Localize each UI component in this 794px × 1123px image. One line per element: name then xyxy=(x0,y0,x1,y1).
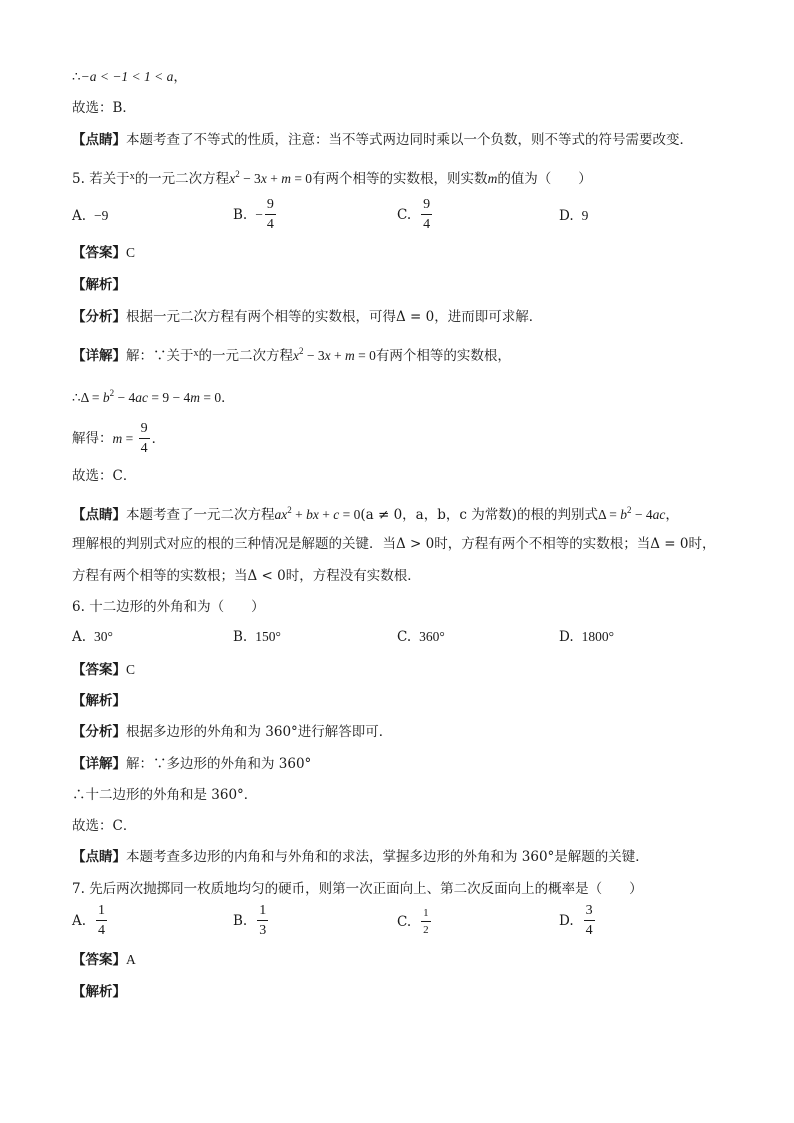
q6-fenxi xyxy=(72,722,392,742)
inequality-math: −a < −1 < 1 < a xyxy=(80,69,174,84)
q5-option-d xyxy=(559,208,588,224)
denominator: 4 xyxy=(585,923,593,938)
numerator: 1 xyxy=(96,904,107,921)
option-label: C. xyxy=(397,629,412,645)
detail-text: 有两个相等的实数根， xyxy=(375,348,511,364)
fenxi-tag: 【分析】 xyxy=(72,309,126,325)
point-text: 本题考查了一元二次方程 xyxy=(126,507,275,523)
answer-value: C xyxy=(126,245,136,260)
answer-tag: 【答案】 xyxy=(72,952,126,968)
q6-analysis-tag xyxy=(72,691,126,711)
option-value: 30° xyxy=(94,629,113,644)
detail-text: 解：∵关于 xyxy=(126,348,194,364)
q7-answer xyxy=(72,950,136,970)
question-number: 7. xyxy=(72,881,85,897)
numerator: 1 xyxy=(257,904,268,921)
detail-text: 解：∵多边形的外角和为 360° xyxy=(126,756,312,772)
q5-option-a xyxy=(72,208,108,224)
answer-tag: 【答案】 xyxy=(72,245,126,261)
q6-choice: 故选：C． xyxy=(72,818,137,834)
discriminant-formula: $\Delta = b^2 - 4ac$ xyxy=(597,505,666,522)
detail-tag: 【详解】 xyxy=(72,348,126,364)
option-label: D. xyxy=(559,913,574,929)
question-number: 5. xyxy=(72,171,85,187)
option-label: C. xyxy=(397,207,412,223)
q7-stem xyxy=(72,879,643,899)
option-value: 1800° xyxy=(581,629,615,644)
q6-option-c xyxy=(397,629,445,645)
numerator: 3 xyxy=(584,904,595,921)
q5-point-line3: 方程有两个相等的实数根；当Δ < 0时，方程没有实数根． xyxy=(72,568,421,584)
detail-tag: 【详解】 xyxy=(72,756,126,772)
q5-fenxi xyxy=(72,307,542,327)
comment-tag: 【点睛】 xyxy=(72,132,126,148)
q6-option-d xyxy=(559,629,614,645)
fraction xyxy=(139,422,150,456)
point-tag: 【点睛】 xyxy=(72,849,126,865)
comment-text: 本题考查了不等式的性质，注意：当不等式两边同时乘以一个负数，则不等式的符号需要改变． xyxy=(126,132,693,148)
point-text: (a ≠ 0，a，b，c 为常数)的根的判别式 xyxy=(360,507,598,523)
q5-solution-step: 解得：m = $\frac{9}{4}$ ． xyxy=(72,421,166,456)
q6-detail xyxy=(72,754,311,774)
detail-text: 的一元二次方程 xyxy=(198,348,293,364)
q7-option-b xyxy=(233,904,270,938)
stem-text: 若关于 xyxy=(89,171,130,187)
q6-point xyxy=(72,847,649,867)
answer-tag: 【答案】 xyxy=(72,662,126,678)
question-number: 6. xyxy=(72,599,85,615)
stem-text: 的值为（ ） xyxy=(497,171,592,187)
analysis-tag: 【解析】 xyxy=(72,277,126,293)
option-label: B. xyxy=(233,913,248,929)
numerator: 9 xyxy=(421,198,432,215)
stem-text: 有两个相等的实数根，则实数 xyxy=(312,171,488,187)
q6-option-a xyxy=(72,629,113,645)
answer-value: A xyxy=(126,952,136,967)
discriminant-equation: $\Delta = b^2 - 4ac = 9 - 4m = 0$ xyxy=(80,388,222,405)
denominator: 4 xyxy=(266,217,274,232)
stem-text: 先后两次抛掷同一枚质地均匀的硬币，则第一次正面向上、第二次反面向上的概率是（ ） xyxy=(89,881,643,897)
q5-answer xyxy=(72,243,135,263)
numerator: 9 xyxy=(265,198,276,215)
answer-value: C xyxy=(126,662,136,677)
denominator: 4 xyxy=(423,217,431,232)
intro-comment xyxy=(72,130,693,150)
analysis-tag: 【解析】 xyxy=(72,984,126,1000)
denominator: 2 xyxy=(423,924,429,936)
fraction xyxy=(265,198,276,232)
option-label: A. xyxy=(72,629,87,645)
q6-stem xyxy=(72,597,265,617)
q6-option-b xyxy=(233,629,281,645)
option-label: D. xyxy=(559,208,574,224)
point-text: 本题考查多边形的内角和与外角和的求法，掌握多边形的外角和为 360°是解题的关键． xyxy=(126,849,649,865)
q6-step: ∴十二边形的外角和是 360°． xyxy=(72,787,258,803)
q7-option-a xyxy=(72,904,109,938)
option-label: D. xyxy=(559,629,574,645)
q7-option-c xyxy=(397,908,433,936)
q5-analysis-tag xyxy=(72,275,126,295)
numerator: 9 xyxy=(139,422,150,439)
stem-text: 的一元二次方程 xyxy=(134,171,230,187)
q5-option-c xyxy=(397,198,434,232)
q5-discriminant-step: ∴Δ = $b^2 - 4ac = 9 - 4m = 0$． xyxy=(72,388,235,406)
option-label: A. xyxy=(72,913,87,929)
q6-answer xyxy=(72,660,135,680)
stem-text: 十二边形的外角和为（ ） xyxy=(89,599,265,615)
q5-point-line2: 理解根的判别式对应的根的三种情况是解题的关键．当Δ > 0时，方程有两个不相等的实数根；当Δ = 0时， xyxy=(72,536,716,552)
option-label: C. xyxy=(397,914,412,930)
fraction xyxy=(584,904,595,938)
option-value: 360° xyxy=(419,629,445,644)
q5-option-b xyxy=(233,198,278,232)
fraction xyxy=(257,904,268,938)
q5-detail xyxy=(72,341,511,366)
comma: ， xyxy=(173,69,187,85)
q5-choice: 故选：C． xyxy=(72,468,137,484)
intro-inequality-line xyxy=(72,67,187,87)
denominator: 4 xyxy=(98,923,106,938)
q5-point: 【点睛】本题考查了一元二次方程$ax^2$ + bx + c = 0(a ≠ 0，a，b，c 为常数)的根的判别式$\Delta = b^2 - 4ac$， xyxy=(72,505,679,523)
fraction xyxy=(421,198,432,232)
equation: $x^2 - 3x + m = 0$ xyxy=(293,346,376,363)
fenxi-tag: 【分析】 xyxy=(72,724,126,740)
fraction xyxy=(96,904,107,938)
therefore-symbol: ∴ xyxy=(72,390,81,406)
option-value: 9 xyxy=(581,208,589,223)
fenxi-text: 根据一元二次方程有两个相等的实数根，可得Δ = 0，进而即可求解． xyxy=(126,309,543,325)
var-x: x xyxy=(193,348,199,359)
analysis-tag: 【解析】 xyxy=(72,693,126,709)
general-equation: $ax^2$ + bx + c = 0 xyxy=(274,505,361,522)
minus-sign: − xyxy=(255,207,263,222)
var-m: m xyxy=(112,431,123,446)
equation: $x^2 - 3x + m = 0$ xyxy=(229,169,313,186)
var-x: x xyxy=(129,171,135,182)
option-value: 150° xyxy=(255,629,281,644)
intro-choice: 故选：B． xyxy=(72,100,136,116)
therefore-symbol: ∴ xyxy=(72,69,81,85)
numerator: 1 xyxy=(421,908,431,922)
option-label: B. xyxy=(233,629,248,645)
q7-option-d xyxy=(559,904,597,938)
point-tag: 【点睛】 xyxy=(72,507,126,523)
option-label: A. xyxy=(72,208,87,224)
denominator: 4 xyxy=(140,441,148,456)
solution-label: 解得： xyxy=(72,430,113,447)
q5-stem xyxy=(72,164,592,189)
fraction xyxy=(421,908,431,936)
denominator: 3 xyxy=(259,923,267,938)
fenxi-text: 根据多边形的外角和为 360°进行解答即可． xyxy=(126,724,393,740)
var-m: m xyxy=(487,171,498,186)
option-value: −9 xyxy=(94,208,109,223)
option-label: B. xyxy=(233,207,248,223)
q7-analysis-tag xyxy=(72,982,126,1002)
